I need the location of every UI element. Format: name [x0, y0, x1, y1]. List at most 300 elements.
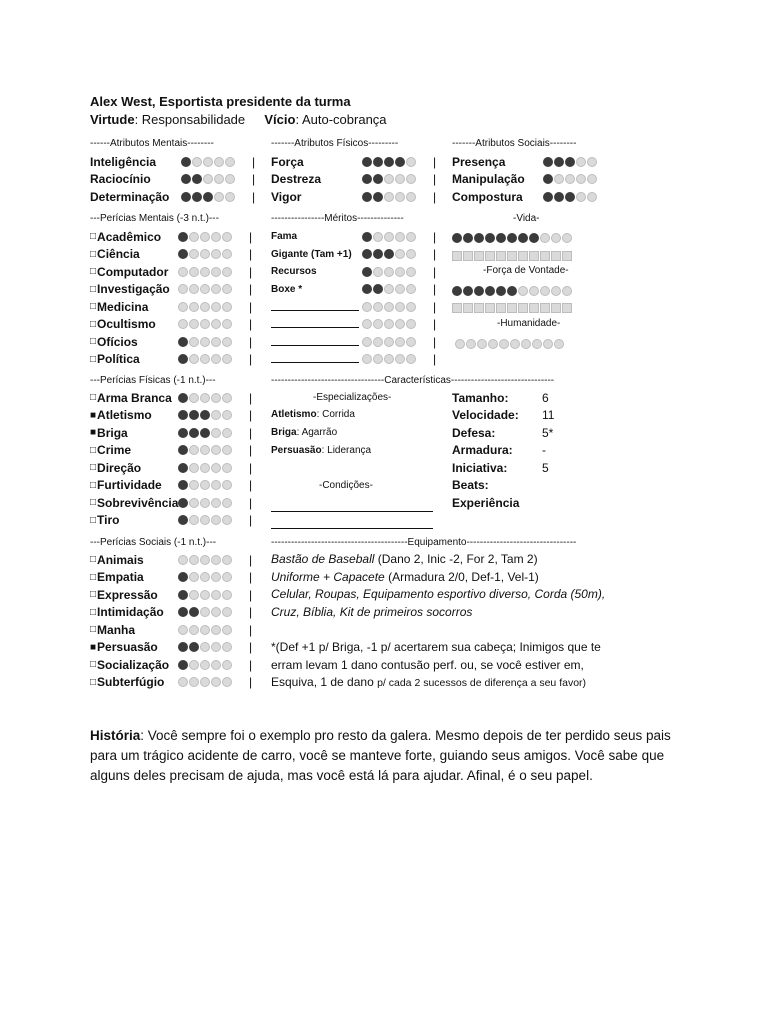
empty-dot[interactable]: [510, 339, 520, 349]
empty-dot[interactable]: [384, 319, 394, 329]
empty-dot[interactable]: [178, 555, 188, 565]
filled-dot[interactable]: [452, 233, 462, 243]
filled-dot[interactable]: [565, 192, 575, 202]
empty-dot[interactable]: [576, 192, 586, 202]
track-box[interactable]: [529, 303, 539, 313]
track-box[interactable]: [496, 251, 506, 261]
empty-dot[interactable]: [178, 625, 188, 635]
empty-dot[interactable]: [395, 267, 405, 277]
empty-dot[interactable]: [178, 267, 188, 277]
empty-dot[interactable]: [362, 354, 372, 364]
filled-dot[interactable]: [178, 410, 188, 420]
empty-dot[interactable]: [384, 354, 394, 364]
filled-dot[interactable]: [189, 428, 199, 438]
empty-dot[interactable]: [200, 498, 210, 508]
empty-dot[interactable]: [529, 286, 539, 296]
skill-checkbox[interactable]: □: [90, 479, 97, 491]
filled-dot[interactable]: [373, 284, 383, 294]
empty-dot[interactable]: [222, 284, 232, 294]
empty-dot[interactable]: [200, 677, 210, 687]
filled-dot[interactable]: [373, 192, 383, 202]
empty-dot[interactable]: [362, 337, 372, 347]
empty-dot[interactable]: [211, 590, 221, 600]
track-box[interactable]: [485, 251, 495, 261]
empty-dot[interactable]: [554, 174, 564, 184]
filled-dot[interactable]: [395, 157, 405, 167]
track-box[interactable]: [551, 251, 561, 261]
empty-dot[interactable]: [211, 267, 221, 277]
empty-dot[interactable]: [178, 284, 188, 294]
empty-dot[interactable]: [406, 319, 416, 329]
filled-dot[interactable]: [373, 174, 383, 184]
empty-dot[interactable]: [222, 480, 232, 490]
empty-dot[interactable]: [200, 572, 210, 582]
empty-dot[interactable]: [189, 302, 199, 312]
empty-dot[interactable]: [373, 354, 383, 364]
filled-dot[interactable]: [192, 192, 202, 202]
empty-dot[interactable]: [203, 157, 213, 167]
empty-dot[interactable]: [189, 393, 199, 403]
skill-checkbox[interactable]: □: [90, 248, 97, 260]
empty-dot[interactable]: [178, 302, 188, 312]
track-box[interactable]: [562, 251, 572, 261]
filled-dot[interactable]: [200, 410, 210, 420]
empty-dot[interactable]: [543, 339, 553, 349]
attribute-name: Inteligência: [90, 154, 157, 169]
skill-checkbox[interactable]: ■: [90, 641, 97, 653]
empty-dot[interactable]: [222, 354, 232, 364]
track-box[interactable]: [463, 251, 473, 261]
empty-dot[interactable]: [211, 642, 221, 652]
filled-dot[interactable]: [518, 233, 528, 243]
empty-dot[interactable]: [395, 319, 405, 329]
filled-dot[interactable]: [452, 286, 462, 296]
empty-dot[interactable]: [395, 174, 405, 184]
empty-dot[interactable]: [211, 445, 221, 455]
empty-dot[interactable]: [200, 249, 210, 259]
skill-checkbox[interactable]: □: [90, 514, 97, 526]
empty-dot[interactable]: [211, 319, 221, 329]
merit-blank-line[interactable]: [271, 317, 362, 331]
empty-dot[interactable]: [499, 339, 509, 349]
empty-dot[interactable]: [384, 284, 394, 294]
empty-dot[interactable]: [211, 284, 221, 294]
empty-dot[interactable]: [189, 572, 199, 582]
skill-checkbox[interactable]: ■: [90, 409, 97, 421]
empty-dot[interactable]: [395, 192, 405, 202]
empty-dot[interactable]: [362, 319, 372, 329]
filled-dot[interactable]: [362, 249, 372, 259]
filled-dot[interactable]: [362, 174, 372, 184]
empty-dot[interactable]: [373, 302, 383, 312]
empty-dot[interactable]: [540, 286, 550, 296]
empty-dot[interactable]: [225, 192, 235, 202]
empty-dot[interactable]: [554, 339, 564, 349]
skill-checkbox[interactable]: □: [90, 266, 97, 278]
empty-dot[interactable]: [211, 555, 221, 565]
filled-dot[interactable]: [463, 233, 473, 243]
empty-dot[interactable]: [222, 302, 232, 312]
empty-dot[interactable]: [384, 267, 394, 277]
skill-checkbox[interactable]: □: [90, 318, 97, 330]
empty-dot[interactable]: [384, 302, 394, 312]
filled-dot[interactable]: [362, 157, 372, 167]
filled-dot[interactable]: [529, 233, 539, 243]
empty-dot[interactable]: [373, 232, 383, 242]
empty-dot[interactable]: [384, 337, 394, 347]
filled-dot[interactable]: [384, 249, 394, 259]
filled-dot[interactable]: [203, 192, 213, 202]
empty-dot[interactable]: [521, 339, 531, 349]
skill-checkbox[interactable]: □: [90, 659, 97, 671]
empty-dot[interactable]: [406, 284, 416, 294]
filled-dot[interactable]: [192, 174, 202, 184]
humanity-dots: [455, 336, 565, 354]
specialization-row: [271, 427, 337, 438]
equipment-item: [271, 604, 691, 622]
empty-dot[interactable]: [477, 339, 487, 349]
empty-dot[interactable]: [222, 590, 232, 600]
empty-dot[interactable]: [222, 572, 232, 582]
empty-dot[interactable]: [200, 302, 210, 312]
filled-dot[interactable]: [178, 337, 188, 347]
dot-rating: [178, 410, 233, 420]
empty-dot[interactable]: [222, 515, 232, 525]
empty-dot[interactable]: [395, 232, 405, 242]
empty-dot[interactable]: [587, 174, 597, 184]
empty-dot[interactable]: [189, 555, 199, 565]
filled-dot[interactable]: [463, 286, 473, 296]
empty-dot[interactable]: [406, 192, 416, 202]
empty-dot[interactable]: [395, 249, 405, 259]
empty-dot[interactable]: [565, 174, 575, 184]
skill-name: Atletismo: [97, 408, 152, 423]
empty-dot[interactable]: [189, 515, 199, 525]
empty-dot[interactable]: [200, 393, 210, 403]
empty-dot[interactable]: [395, 302, 405, 312]
empty-dot[interactable]: [211, 410, 221, 420]
empty-dot[interactable]: [406, 157, 416, 167]
filled-dot[interactable]: [181, 174, 191, 184]
filled-dot[interactable]: [178, 232, 188, 242]
empty-dot[interactable]: [540, 233, 550, 243]
track-box[interactable]: [507, 251, 517, 261]
filled-dot[interactable]: [362, 267, 372, 277]
empty-dot[interactable]: [222, 267, 232, 277]
filled-dot[interactable]: [485, 233, 495, 243]
empty-dot[interactable]: [222, 642, 232, 652]
empty-dot[interactable]: [211, 677, 221, 687]
empty-dot[interactable]: [211, 572, 221, 582]
empty-dot[interactable]: [384, 174, 394, 184]
empty-dot[interactable]: [532, 339, 542, 349]
empty-dot[interactable]: [222, 445, 232, 455]
skill-checkbox[interactable]: □: [90, 606, 97, 618]
filled-dot[interactable]: [189, 607, 199, 617]
empty-dot[interactable]: [222, 677, 232, 687]
track-box[interactable]: [518, 303, 528, 313]
filled-dot[interactable]: [496, 233, 506, 243]
skill-checkbox[interactable]: □: [90, 462, 97, 474]
empty-dot[interactable]: [551, 233, 561, 243]
filled-dot[interactable]: [543, 174, 553, 184]
empty-dot[interactable]: [200, 463, 210, 473]
track-box[interactable]: [518, 251, 528, 261]
filled-dot[interactable]: [474, 233, 484, 243]
empty-dot[interactable]: [189, 319, 199, 329]
skill-checkbox[interactable]: □: [90, 497, 97, 509]
empty-dot[interactable]: [222, 463, 232, 473]
skill-name: Acadêmico: [97, 229, 162, 244]
empty-dot[interactable]: [455, 339, 465, 349]
empty-dot[interactable]: [200, 284, 210, 294]
empty-dot[interactable]: [384, 192, 394, 202]
empty-dot[interactable]: [406, 354, 416, 364]
filled-dot[interactable]: [200, 428, 210, 438]
empty-dot[interactable]: [562, 286, 572, 296]
track-box[interactable]: [529, 251, 539, 261]
empty-dot[interactable]: [200, 625, 210, 635]
equipment-item: [271, 551, 691, 569]
track-box[interactable]: [551, 303, 561, 313]
skill-checkbox[interactable]: □: [90, 231, 97, 243]
empty-dot[interactable]: [211, 625, 221, 635]
empty-dot[interactable]: [562, 233, 572, 243]
empty-dot[interactable]: [222, 660, 232, 670]
track-box[interactable]: [452, 251, 462, 261]
skill-checkbox[interactable]: □: [90, 392, 97, 404]
empty-dot[interactable]: [211, 249, 221, 259]
empty-dot[interactable]: [200, 337, 210, 347]
empty-dot[interactable]: [222, 249, 232, 259]
empty-dot[interactable]: [395, 337, 405, 347]
skill-checkbox[interactable]: □: [90, 589, 97, 601]
empty-dot[interactable]: [200, 267, 210, 277]
filled-dot[interactable]: [384, 157, 394, 167]
track-box[interactable]: [463, 303, 473, 313]
track-box[interactable]: [562, 303, 572, 313]
track-box[interactable]: [540, 251, 550, 261]
filled-dot[interactable]: [362, 192, 372, 202]
empty-dot[interactable]: [189, 232, 199, 242]
merit-blank-line[interactable]: [271, 335, 362, 349]
filled-dot[interactable]: [178, 354, 188, 364]
filled-dot[interactable]: [178, 428, 188, 438]
empty-dot[interactable]: [222, 498, 232, 508]
filled-dot[interactable]: [178, 515, 188, 525]
empty-dot[interactable]: [214, 174, 224, 184]
merit-blank-line[interactable]: [271, 300, 362, 314]
track-box[interactable]: [485, 303, 495, 313]
empty-dot[interactable]: [200, 515, 210, 525]
empty-dot[interactable]: [189, 249, 199, 259]
empty-dot[interactable]: [225, 157, 235, 167]
empty-dot[interactable]: [189, 463, 199, 473]
empty-dot[interactable]: [222, 410, 232, 420]
filled-dot[interactable]: [543, 157, 553, 167]
empty-dot[interactable]: [384, 232, 394, 242]
track-box[interactable]: [496, 303, 506, 313]
filled-dot[interactable]: [565, 157, 575, 167]
skill-row: [90, 569, 252, 587]
filled-dot[interactable]: [178, 445, 188, 455]
condition-blank-line[interactable]: [271, 516, 433, 534]
filled-dot[interactable]: [507, 286, 517, 296]
empty-dot[interactable]: [211, 428, 221, 438]
empty-dot[interactable]: [189, 660, 199, 670]
skill-checkbox[interactable]: □: [90, 571, 97, 583]
empty-dot[interactable]: [211, 354, 221, 364]
empty-dot[interactable]: [200, 660, 210, 670]
empty-dot[interactable]: [211, 302, 221, 312]
empty-dot[interactable]: [222, 232, 232, 242]
column-separator: |: [252, 189, 256, 204]
filled-dot[interactable]: [189, 410, 199, 420]
empty-dot[interactable]: [222, 625, 232, 635]
empty-dot[interactable]: [189, 498, 199, 508]
filled-dot[interactable]: [474, 286, 484, 296]
empty-dot[interactable]: [395, 354, 405, 364]
filled-dot[interactable]: [554, 157, 564, 167]
filled-dot[interactable]: [554, 192, 564, 202]
empty-dot[interactable]: [406, 174, 416, 184]
empty-dot[interactable]: [222, 607, 232, 617]
empty-dot[interactable]: [406, 337, 416, 347]
empty-dot[interactable]: [211, 393, 221, 403]
empty-dot[interactable]: [518, 286, 528, 296]
filled-dot[interactable]: [362, 232, 372, 242]
empty-dot[interactable]: [587, 157, 597, 167]
empty-dot[interactable]: [211, 463, 221, 473]
empty-dot[interactable]: [406, 302, 416, 312]
filled-dot[interactable]: [178, 642, 188, 652]
empty-dot[interactable]: [488, 339, 498, 349]
empty-dot[interactable]: [203, 174, 213, 184]
empty-dot[interactable]: [222, 337, 232, 347]
filled-dot[interactable]: [373, 157, 383, 167]
empty-dot[interactable]: [576, 174, 586, 184]
filled-dot[interactable]: [178, 249, 188, 259]
merit-blank-line[interactable]: [271, 352, 362, 366]
empty-dot[interactable]: [222, 319, 232, 329]
filled-dot[interactable]: [543, 192, 553, 202]
track-box[interactable]: [452, 303, 462, 313]
empty-dot[interactable]: [373, 337, 383, 347]
skill-checkbox[interactable]: □: [90, 624, 97, 636]
filled-dot[interactable]: [178, 590, 188, 600]
empty-dot[interactable]: [406, 249, 416, 259]
skill-checkbox[interactable]: □: [90, 336, 97, 348]
track-box[interactable]: [540, 303, 550, 313]
empty-dot[interactable]: [587, 192, 597, 202]
filled-dot[interactable]: [181, 157, 191, 167]
empty-dot[interactable]: [551, 286, 561, 296]
skill-checkbox[interactable]: □: [90, 283, 97, 295]
empty-dot[interactable]: [189, 267, 199, 277]
empty-dot[interactable]: [192, 157, 202, 167]
track-box[interactable]: [474, 251, 484, 261]
empty-dot[interactable]: [200, 555, 210, 565]
empty-dot[interactable]: [211, 515, 221, 525]
skill-name: Sobrevivência: [97, 495, 179, 510]
empty-dot[interactable]: [200, 642, 210, 652]
condition-blank-line[interactable]: [271, 499, 433, 517]
empty-dot[interactable]: [200, 607, 210, 617]
empty-dot[interactable]: [200, 590, 210, 600]
empty-dot[interactable]: [211, 607, 221, 617]
empty-dot[interactable]: [200, 319, 210, 329]
filled-dot[interactable]: [373, 249, 383, 259]
empty-dot[interactable]: [222, 555, 232, 565]
empty-dot[interactable]: [200, 445, 210, 455]
filled-dot[interactable]: [496, 286, 506, 296]
empty-dot[interactable]: [373, 267, 383, 277]
empty-dot[interactable]: [362, 302, 372, 312]
filled-dot[interactable]: [485, 286, 495, 296]
empty-dot[interactable]: [214, 157, 224, 167]
filled-dot[interactable]: [178, 660, 188, 670]
empty-dot[interactable]: [576, 157, 586, 167]
empty-dot[interactable]: [222, 428, 232, 438]
empty-dot[interactable]: [200, 232, 210, 242]
filled-dot[interactable]: [178, 607, 188, 617]
empty-dot[interactable]: [373, 319, 383, 329]
skill-checkbox[interactable]: □: [90, 444, 97, 456]
filled-dot[interactable]: [178, 393, 188, 403]
skill-checkbox[interactable]: □: [90, 554, 97, 566]
skill-checkbox[interactable]: □: [90, 676, 97, 688]
filled-dot[interactable]: [362, 284, 372, 294]
empty-dot[interactable]: [189, 337, 199, 347]
filled-dot[interactable]: [178, 480, 188, 490]
empty-dot[interactable]: [178, 677, 188, 687]
skill-checkbox[interactable]: □: [90, 301, 97, 313]
empty-dot[interactable]: [466, 339, 476, 349]
skill-checkbox[interactable]: □: [90, 353, 97, 365]
empty-dot[interactable]: [211, 232, 221, 242]
track-box[interactable]: [507, 303, 517, 313]
filled-dot[interactable]: [189, 642, 199, 652]
track-box[interactable]: [474, 303, 484, 313]
filled-dot[interactable]: [507, 233, 517, 243]
empty-dot[interactable]: [222, 393, 232, 403]
empty-dot[interactable]: [189, 284, 199, 294]
empty-dot[interactable]: [395, 284, 405, 294]
filled-dot[interactable]: [178, 498, 188, 508]
empty-dot[interactable]: [178, 319, 188, 329]
skill-checkbox[interactable]: ■: [90, 427, 97, 439]
empty-dot[interactable]: [211, 480, 221, 490]
filled-dot[interactable]: [178, 572, 188, 582]
empty-dot[interactable]: [211, 498, 221, 508]
empty-dot[interactable]: [200, 354, 210, 364]
empty-dot[interactable]: [225, 174, 235, 184]
empty-dot[interactable]: [406, 267, 416, 277]
empty-dot[interactable]: [189, 354, 199, 364]
empty-dot[interactable]: [211, 660, 221, 670]
filled-dot[interactable]: [181, 192, 191, 202]
empty-dot[interactable]: [214, 192, 224, 202]
empty-dot[interactable]: [200, 480, 210, 490]
empty-dot[interactable]: [189, 625, 199, 635]
empty-dot[interactable]: [211, 337, 221, 347]
empty-dot[interactable]: [189, 677, 199, 687]
empty-dot[interactable]: [406, 232, 416, 242]
empty-dot[interactable]: [189, 480, 199, 490]
empty-dot[interactable]: [189, 590, 199, 600]
filled-dot[interactable]: [178, 463, 188, 473]
empty-dot[interactable]: [189, 445, 199, 455]
